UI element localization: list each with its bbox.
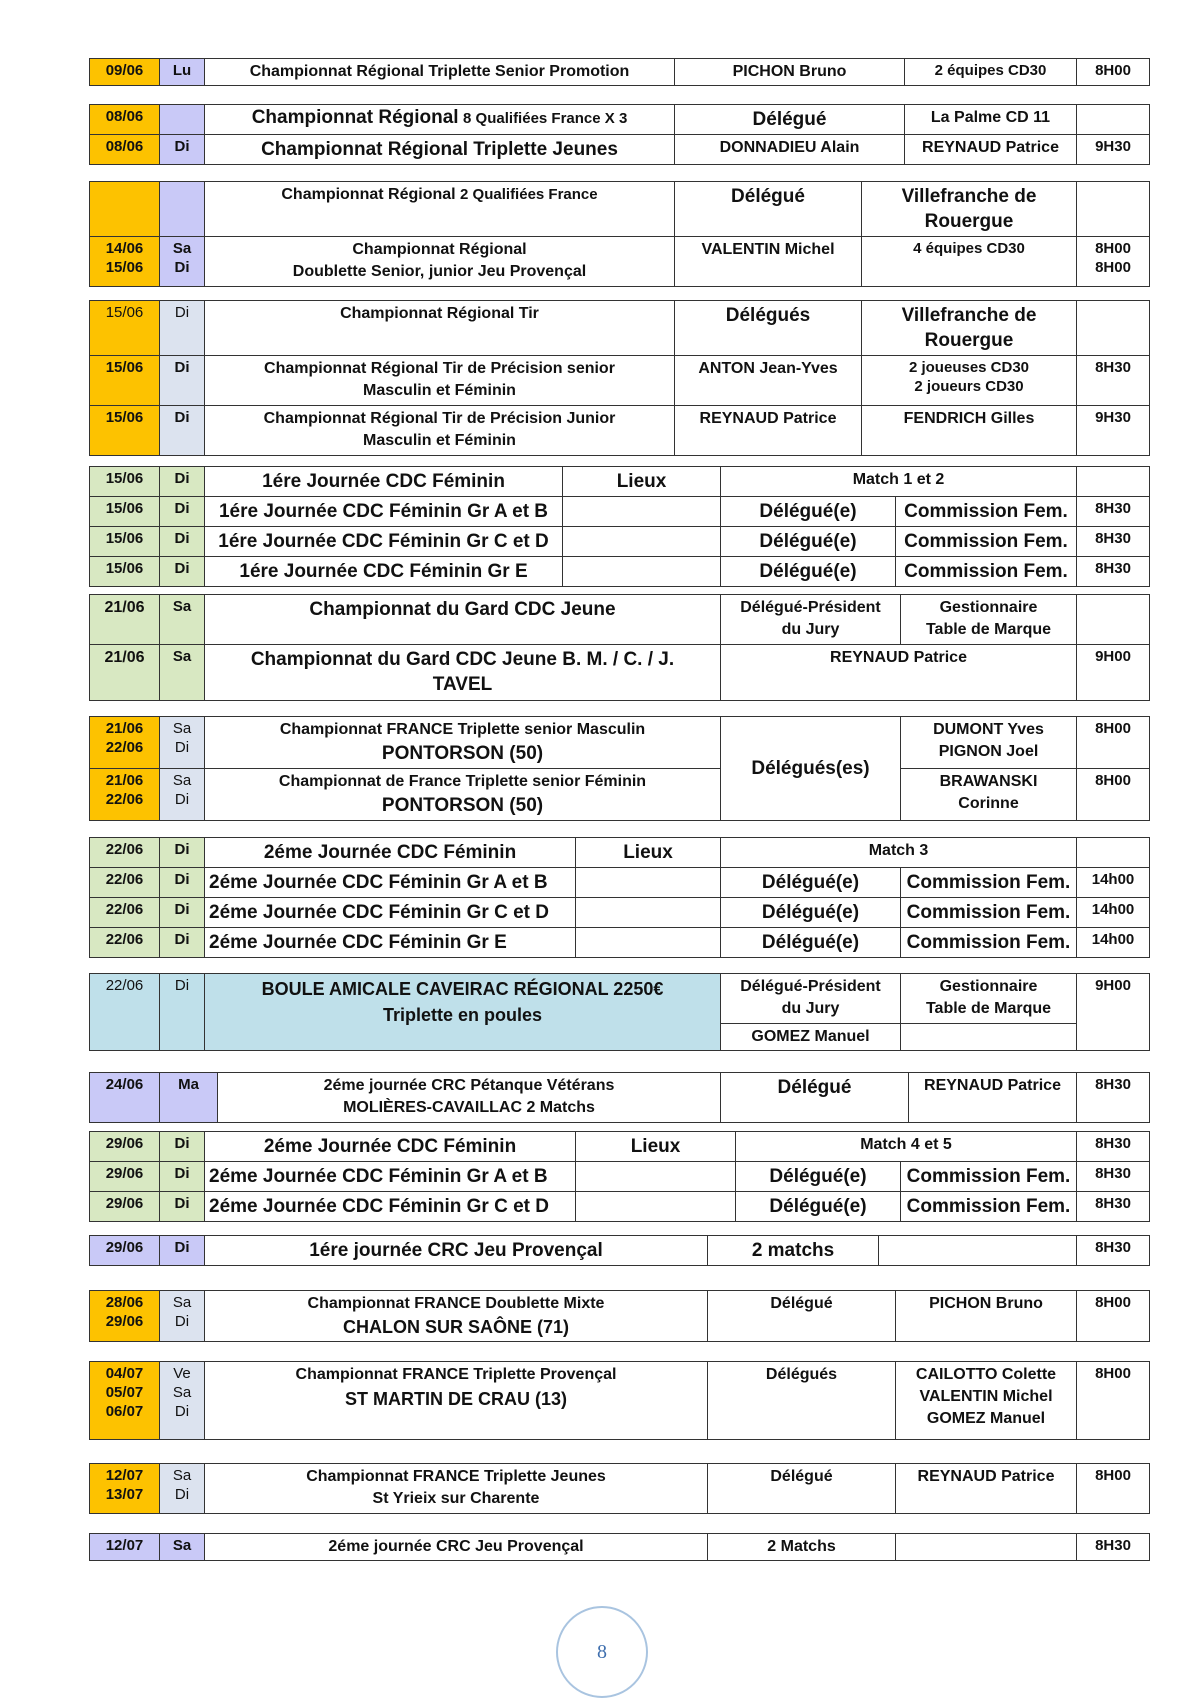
event-line: MOLIÈRES-CAVAILLAC 2 Matchs	[343, 1099, 595, 1116]
delegate-names-cell	[901, 717, 1077, 769]
delegate-cell: Délégué(e)	[721, 497, 896, 527]
event-cell: 1ére Journée CDC Féminin	[205, 467, 563, 497]
date-line: 14/06	[105, 240, 144, 257]
commission-cell: Commission Fem.	[901, 868, 1077, 898]
event-subtitle: 2 Qualifiées France	[460, 186, 598, 203]
block-doublette-mixte	[89, 1290, 1149, 1342]
time-cell: 8H30	[1077, 1132, 1150, 1162]
event-line: Championnat Régional Tir de Précision Junior	[263, 410, 616, 427]
page-number: 8	[556, 1606, 648, 1698]
day-cell: Di	[160, 1162, 205, 1192]
event-cell	[205, 356, 675, 406]
date-cell: 15/06	[90, 467, 160, 497]
day-cell: Di	[160, 1236, 205, 1266]
time-cell: 14h00	[1077, 868, 1150, 898]
delegate-line: Délégué-Président	[740, 978, 881, 995]
commission-cell: Commission Fem.	[896, 557, 1077, 587]
time-cell	[1077, 838, 1150, 868]
event-cell: 1ére Journée CDC Féminin Gr A et B	[205, 497, 563, 527]
delegate-cell: Délégué(e)	[721, 527, 896, 557]
event-line: Championnat Régional	[352, 241, 527, 258]
time-cell: 9H00	[1077, 645, 1150, 701]
delegate-line: du Jury	[781, 1000, 840, 1017]
day-line: Sa	[172, 720, 192, 737]
date-cell: 15/06	[90, 527, 160, 557]
time-cell: 8H00	[1077, 769, 1150, 821]
time-cell: 8H00	[1077, 1291, 1150, 1342]
date-cell	[90, 237, 160, 287]
day-line: Sa	[172, 1384, 192, 1401]
lieux-cell	[563, 497, 721, 527]
lieux-cell	[576, 1162, 736, 1192]
event-cell	[205, 406, 675, 456]
name-line: GOMEZ Manuel	[926, 1410, 1046, 1427]
teams-cell: 4 équipes CD30	[862, 237, 1077, 287]
day-line: Di	[174, 259, 190, 276]
event-cell	[205, 182, 675, 237]
players-line: 2 joueurs CD30	[914, 378, 1024, 395]
lieux-cell	[563, 557, 721, 587]
delegate-cell: REYNAUD Patrice	[675, 406, 862, 456]
block-14-06	[89, 181, 1149, 287]
event-cell: Championnat Régional Triplette Jeunes	[205, 135, 675, 165]
delegate-cell: ANTON Jean-Yves	[675, 356, 862, 406]
event-cell	[205, 1362, 708, 1440]
day-cell: Di	[160, 527, 205, 557]
event-cell: 1ére Journée CDC Féminin Gr C et D	[205, 527, 563, 557]
event-line: Masculin et Féminin	[363, 432, 516, 449]
commission-cell: Commission Fem.	[901, 928, 1077, 958]
responsible-cell: PICHON Bruno	[896, 1291, 1077, 1342]
event-cell: 2éme Journée CDC Féminin	[205, 838, 576, 868]
delegate-cell: Délégués	[708, 1362, 896, 1440]
event-line: Championnat FRANCE Doublette Mixte	[307, 1295, 605, 1312]
day-cell: Lu	[160, 59, 205, 86]
day-cell	[160, 1291, 205, 1342]
delegate-cell: Délégué(e)	[721, 557, 896, 587]
match-cell: Match 1 et 2	[721, 467, 1077, 497]
delegate-cell: Délégué(e)	[721, 898, 901, 928]
block-france-triplette-senior	[89, 716, 1149, 821]
event-cell: 2éme journée CRC Jeu Provençal	[205, 1534, 708, 1561]
time-cell: 8H00	[1077, 717, 1150, 769]
time-cell: 8H30	[1077, 1162, 1150, 1192]
match-cell: Match 4 et 5	[736, 1132, 1077, 1162]
delegate-cell: Délégué(e)	[721, 868, 901, 898]
lieux-cell: Lieux	[576, 838, 721, 868]
commission-cell: Commission Fem.	[901, 1192, 1077, 1222]
responsible-cell: REYNAUD Patrice	[905, 135, 1077, 165]
day-line: Sa	[172, 1467, 192, 1484]
name-line: BRAWANSKI	[939, 773, 1038, 790]
date-cell: 15/06	[90, 497, 160, 527]
date-cell: 29/06	[90, 1132, 160, 1162]
day-line: Sa	[172, 772, 192, 789]
delegates-cell: Délégués(es)	[721, 717, 901, 821]
event-line: PONTORSON (50)	[381, 795, 544, 816]
players-line: 2 joueuses CD30	[908, 359, 1030, 376]
time-cell	[1077, 467, 1150, 497]
time-cell: 8H30	[1077, 356, 1150, 406]
date-line: 28/06	[105, 1294, 144, 1311]
event-line: Championnat FRANCE Triplette Provençal	[295, 1366, 617, 1383]
commission-cell: Commission Fem.	[901, 1162, 1077, 1192]
delegate-cell: DONNADIEU Alain	[675, 135, 905, 165]
date-cell: 29/06	[90, 1236, 160, 1266]
event-cell	[218, 1073, 721, 1123]
event-line: Championnat de France Triplette senior Féminin	[278, 773, 647, 790]
name-line: Corinne	[958, 795, 1019, 812]
responsible-cell	[879, 1236, 1077, 1266]
block-triplette-provencal	[89, 1361, 1149, 1440]
day-cell: Di	[160, 1192, 205, 1222]
block-crc-provencal-1	[89, 1235, 1149, 1266]
event-line: CHALON SUR SAÔNE (71)	[342, 1317, 570, 1337]
delegate-cell: Délégués	[675, 301, 862, 356]
delegate-name-cell: GOMEZ Manuel	[721, 1024, 901, 1051]
day-line: Di	[174, 791, 190, 808]
date-line: 22/06	[105, 739, 144, 756]
manager-cell	[901, 595, 1077, 645]
event-cell: Championnat du Gard CDC Jeune	[205, 595, 721, 645]
date-line: 29/06	[105, 1313, 144, 1330]
commission-cell: Commission Fem.	[896, 497, 1077, 527]
event-cell: Championnat Régional Triplette Senior Promotion	[205, 59, 675, 86]
date-cell: 29/06	[90, 1192, 160, 1222]
time-cell	[1077, 595, 1150, 645]
event-cell: 2éme Journée CDC Féminin Gr A et B	[205, 1162, 576, 1192]
date-cell: 12/07	[90, 1534, 160, 1561]
manager-line: Gestionnaire	[939, 978, 1038, 995]
day-cell: Di	[160, 301, 205, 356]
row-09-06	[89, 58, 1149, 86]
match-cell: Match 3	[721, 838, 1077, 868]
date-cell	[90, 1464, 160, 1514]
date-cell: 22/06	[90, 928, 160, 958]
day-cell: Di	[160, 928, 205, 958]
delegate-cell: REYNAUD Patrice	[721, 645, 1077, 701]
lieux-cell	[563, 527, 721, 557]
event-line: BOULE AMICALE CAVEIRAC RÉGIONAL 2250€	[261, 979, 664, 999]
manager-line: Table de Marque	[925, 1000, 1052, 1017]
manager-name-cell	[901, 1024, 1077, 1051]
manager-line: Table de Marque	[925, 621, 1052, 638]
date-cell: 21/06	[90, 645, 160, 701]
date-cell	[90, 182, 160, 237]
event-cell: 1ére Journée CDC Féminin Gr E	[205, 557, 563, 587]
day-line: Sa	[172, 240, 192, 257]
day-cell: Sa	[160, 1534, 205, 1561]
event-cell	[205, 1291, 708, 1342]
event-line: Doublette Senior, junior Jeu Provençal	[292, 263, 587, 280]
event-line: Championnat du Gard CDC Jeune B. M. / C. / J.	[250, 649, 675, 670]
date-cell: 15/06	[90, 406, 160, 456]
time-cell: 8H30	[1077, 1192, 1150, 1222]
manager-cell	[901, 974, 1077, 1024]
location-cell: La Palme CD 11	[905, 105, 1077, 135]
day-cell: Di	[160, 1132, 205, 1162]
time-line: 8H00	[1095, 259, 1131, 276]
block-cdc-feminin-3	[89, 1131, 1149, 1222]
date-cell: 22/06	[90, 838, 160, 868]
event-line: Masculin et Féminin	[363, 382, 516, 399]
date-cell: 15/06	[90, 301, 160, 356]
day-cell: Di	[160, 467, 205, 497]
date-cell	[90, 1291, 160, 1342]
delegate-cell: Délégué	[708, 1291, 896, 1342]
delegate-cell: Délégué	[675, 105, 905, 135]
date-cell: 15/06	[90, 356, 160, 406]
block-triplette-jeunes	[89, 1463, 1149, 1514]
day-cell: Di	[160, 406, 205, 456]
event-line: Championnat FRANCE Triplette Jeunes	[306, 1468, 606, 1485]
delegate-names-cell	[896, 1362, 1077, 1440]
event-cell	[205, 717, 721, 769]
day-cell: Di	[160, 868, 205, 898]
commission-cell: Commission Fem.	[896, 527, 1077, 557]
day-cell	[160, 769, 205, 821]
block-crc-provencal-2	[89, 1533, 1149, 1561]
lieux-cell: Lieux	[576, 1132, 736, 1162]
delegate-names-cell	[901, 769, 1077, 821]
block-15-06-tir	[89, 300, 1149, 456]
delegate-cell	[721, 974, 901, 1024]
event-cell	[205, 105, 675, 135]
time-cell: 8H00	[1077, 1362, 1150, 1440]
date-line: 13/07	[105, 1486, 144, 1503]
event-cell: 2éme Journée CDC Féminin Gr C et D	[205, 898, 576, 928]
responsible-cell: REYNAUD Patrice	[909, 1073, 1077, 1123]
delegate-cell: VALENTIN Michel	[675, 237, 862, 287]
time-cell: 8H00	[1077, 59, 1150, 86]
day-cell: Di	[160, 838, 205, 868]
time-cell: 8H00	[1077, 1464, 1150, 1514]
event-line: St Yrieix sur Charente	[372, 1490, 540, 1507]
date-cell: 08/06	[90, 135, 160, 165]
event-title: Championnat Régional	[281, 186, 456, 203]
name-line: DUMONT Yves	[933, 721, 1044, 738]
event-cell	[205, 769, 721, 821]
lieux-cell	[576, 898, 721, 928]
day-cell: Di	[160, 356, 205, 406]
time-cell: 8H30	[1077, 1534, 1150, 1561]
time-cell	[1077, 301, 1150, 356]
date-cell	[90, 717, 160, 769]
block-08-06	[89, 104, 1149, 165]
teams-cell: 2 équipes CD30	[905, 59, 1077, 86]
event-line: Championnat Régional Tir de Précision senior	[264, 360, 615, 377]
event-subtitle: 8 Qualifiées France X 3	[463, 110, 628, 127]
day-line: Ve	[173, 1365, 191, 1382]
date-cell	[90, 1362, 160, 1440]
name-line: PIGNON Joel	[938, 743, 1039, 760]
event-cell: 1ére journée CRC Jeu Provençal	[205, 1236, 708, 1266]
date-line: 05/07	[105, 1384, 144, 1401]
time-cell: 9H30	[1077, 406, 1150, 456]
time-line: 8H00	[1095, 240, 1131, 257]
lieux-cell: Lieux	[563, 467, 721, 497]
time-cell: 8H30	[1077, 557, 1150, 587]
event-line: TAVEL	[432, 674, 493, 695]
event-cell	[205, 645, 721, 701]
date-line: 12/07	[105, 1467, 144, 1484]
event-line: Championnat FRANCE Triplette senior Masculin	[279, 721, 646, 738]
day-cell: Di	[160, 135, 205, 165]
location-cell: Villefranche de Rouergue	[862, 182, 1077, 237]
time-cell: 14h00	[1077, 898, 1150, 928]
day-line: Di	[174, 1313, 190, 1330]
delegate-cell: Délégué	[721, 1073, 909, 1123]
time-cell: 9H30	[1077, 135, 1150, 165]
date-cell: 29/06	[90, 1162, 160, 1192]
day-cell	[160, 105, 205, 135]
commission-cell: Commission Fem.	[901, 898, 1077, 928]
time-cell	[1077, 237, 1150, 287]
event-cell	[205, 974, 721, 1051]
event-line: Triplette en poules	[382, 1005, 543, 1025]
day-line: Di	[174, 1486, 190, 1503]
event-cell: 2éme Journée CDC Féminin Gr A et B	[205, 868, 576, 898]
event-cell: 2éme Journée CDC Féminin Gr C et D	[205, 1192, 576, 1222]
date-cell: 22/06	[90, 868, 160, 898]
lieux-cell	[576, 1192, 736, 1222]
matches-cell: 2 matchs	[708, 1236, 879, 1266]
day-cell: Di	[160, 974, 205, 1051]
event-title: Championnat Régional	[251, 107, 459, 128]
day-cell	[160, 237, 205, 287]
day-cell	[160, 1362, 205, 1440]
players-cell	[862, 356, 1077, 406]
name-line: CAILOTTO Colette	[915, 1366, 1057, 1383]
event-line: PONTORSON (50)	[381, 743, 544, 764]
time-cell: 8H30	[1077, 527, 1150, 557]
matches-cell: 2 Matchs	[708, 1534, 896, 1561]
date-line: 06/07	[105, 1403, 144, 1420]
date-cell: 21/06	[90, 595, 160, 645]
manager-line: Gestionnaire	[939, 599, 1038, 616]
time-cell: 8H30	[1077, 497, 1150, 527]
event-cell: 2éme Journée CDC Féminin Gr E	[205, 928, 576, 958]
event-line: 2éme journée CRC Pétanque Vétérans	[323, 1077, 615, 1094]
day-cell: Ma	[160, 1073, 218, 1123]
date-cell: 22/06	[90, 974, 160, 1051]
delegate-cell: Délégué	[675, 182, 862, 237]
responsible-cell: FENDRICH Gilles	[862, 406, 1077, 456]
time-cell: 9H00	[1077, 974, 1150, 1051]
event-cell	[205, 237, 675, 287]
responsible-cell: REYNAUD Patrice	[896, 1464, 1077, 1514]
delegate-line: Délégué-Président	[740, 599, 881, 616]
date-cell	[90, 769, 160, 821]
delegate-cell: Délégué(e)	[736, 1162, 901, 1192]
day-cell	[160, 182, 205, 237]
date-line: 04/07	[105, 1365, 144, 1382]
delegate-cell: Délégué(e)	[721, 928, 901, 958]
event-cell: Championnat Régional Tir	[205, 301, 675, 356]
date-cell: 08/06	[90, 105, 160, 135]
block-cdc-jeune	[89, 594, 1149, 701]
delegate-cell: Délégué	[708, 1464, 896, 1514]
day-cell: Sa	[160, 595, 205, 645]
time-cell: 8H30	[1077, 1236, 1150, 1266]
day-cell	[160, 1464, 205, 1514]
event-cell: 2éme Journée CDC Féminin	[205, 1132, 576, 1162]
delegate-cell	[721, 595, 901, 645]
time-cell: 8H30	[1077, 1073, 1150, 1123]
block-crc-veterans	[89, 1072, 1149, 1123]
date-line: 21/06	[105, 720, 144, 737]
date-line: 15/06	[105, 259, 144, 276]
lieux-cell	[576, 928, 721, 958]
date-cell: 09/06	[90, 59, 160, 86]
time-cell	[1077, 105, 1150, 135]
date-cell: 15/06	[90, 557, 160, 587]
responsible-cell	[896, 1534, 1077, 1561]
delegate-line: du Jury	[781, 621, 840, 638]
day-cell: Di	[160, 557, 205, 587]
day-line: Di	[174, 739, 190, 756]
day-cell: Di	[160, 497, 205, 527]
date-line: 22/06	[105, 791, 144, 808]
date-cell: 24/06	[90, 1073, 160, 1123]
time-cell	[1077, 182, 1150, 237]
name-line: VALENTIN Michel	[919, 1388, 1053, 1405]
date-line: 21/06	[105, 772, 144, 789]
day-cell: Sa	[160, 645, 205, 701]
date-cell: 22/06	[90, 898, 160, 928]
block-cdc-feminin-2	[89, 837, 1149, 958]
location-cell: Villefranche de Rouergue	[862, 301, 1077, 356]
lieux-cell	[576, 868, 721, 898]
day-line: Sa	[172, 1294, 192, 1311]
day-line: Di	[174, 1403, 190, 1420]
block-caveirac	[89, 973, 1149, 1051]
day-cell: Di	[160, 898, 205, 928]
delegate-cell: PICHON Bruno	[675, 59, 905, 86]
time-cell: 14h00	[1077, 928, 1150, 958]
block-cdc-feminin-1	[89, 466, 1149, 587]
event-cell	[205, 1464, 708, 1514]
delegate-cell: Délégué(e)	[736, 1192, 901, 1222]
day-cell	[160, 717, 205, 769]
event-line: ST MARTIN DE CRAU (13)	[344, 1389, 567, 1409]
